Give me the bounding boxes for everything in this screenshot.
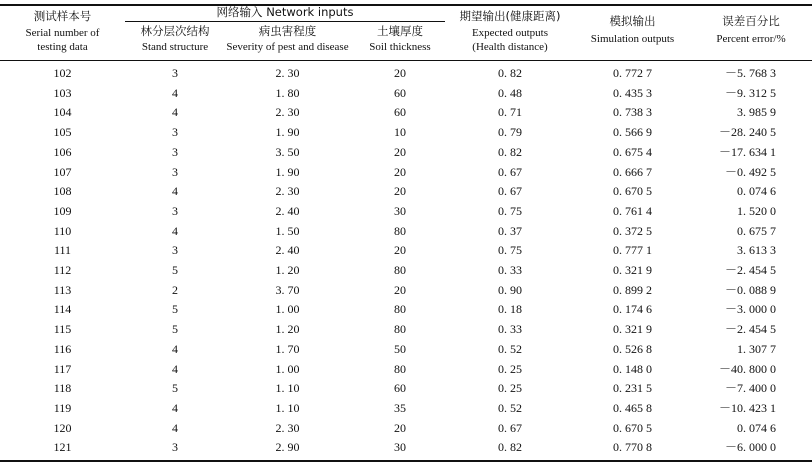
cell-sim: 0. 566 9 [613,125,652,140]
header-error-en: Percent error/% [716,33,786,45]
cell-soil: 20 [394,164,406,179]
cell-err: －28. 240 5 [718,125,776,140]
cell-expected: 0. 71 [498,105,522,120]
header-soil-zh: 土壤厚度 [377,24,423,38]
header-expected-en-1: Expected outputs [471,27,549,39]
cell-stand: 4 [172,184,178,199]
cell-pest: 1. 00 [275,302,300,317]
header-stand-en: Stand structure [141,41,209,53]
cell-soil: 50 [394,341,406,356]
cell-pest: 1. 80 [275,85,300,100]
cell-expected: 0. 75 [498,243,522,258]
header-pest-en: Severity of pest and disease [226,41,349,53]
cell-soil: 35 [394,400,406,415]
cell-soil: 20 [394,282,406,297]
cell-stand: 4 [172,223,178,238]
cell-soil: 20 [394,420,406,435]
cell-serial: 114 [53,302,72,317]
cell-err: 3. 985 9 [737,105,776,120]
cell-pest: 2. 30 [275,105,300,120]
cell-expected: 0. 79 [498,125,522,140]
header-serial-en-2: testing data [37,41,88,53]
header-serial-en-1: Serial number of [25,27,100,39]
cell-expected: 0. 75 [498,203,522,218]
cell-expected: 0. 67 [498,164,522,179]
cell-err: －2. 454 5 [724,263,776,277]
cell-err: 1. 307 7 [737,341,776,356]
cell-pest: 1. 70 [275,341,300,356]
cell-serial: 102 [53,66,72,80]
header-simulation-en: Simulation outputs [590,33,675,45]
header-bottom-rule [0,60,812,61]
cell-serial: 119 [53,400,72,415]
cell-stand: 5 [172,322,178,337]
cell-expected: 0. 52 [498,400,522,415]
cell-stand: 5 [172,302,178,317]
header-simulation-zh: 模拟输出 [609,14,656,28]
cell-soil: 80 [394,361,406,376]
cell-serial: 118 [53,381,72,396]
cell-sim: 0. 465 8 [613,400,652,415]
cell-serial: 121 [53,440,72,455]
cell-pest: 1. 10 [275,400,300,415]
cell-stand: 3 [172,125,178,140]
cell-serial: 116 [53,341,72,356]
cell-expected: 0. 33 [498,263,522,277]
cell-stand: 4 [172,420,178,435]
cell-pest: 3. 70 [275,282,300,297]
cell-soil: 60 [394,85,406,100]
cell-sim: 0. 777 1 [613,243,652,258]
cell-stand: 5 [172,263,178,277]
cell-serial: 113 [53,282,72,297]
cell-serial: 115 [53,322,72,337]
cell-expected: 0. 37 [498,223,522,238]
network-inputs-rule [125,21,445,22]
cell-expected: 0. 90 [498,282,522,297]
cell-stand: 3 [172,203,178,218]
cell-err: －3. 000 0 [724,302,776,317]
cell-stand: 4 [172,361,178,376]
cell-stand: 4 [172,400,178,415]
header-serial-zh: 测试样本号 [33,9,92,23]
cell-soil: 80 [394,223,406,238]
cell-expected: 0. 82 [498,440,522,455]
cell-stand: 4 [172,341,178,356]
cell-err: 0. 074 6 [737,420,776,435]
cell-sim: 0. 670 5 [613,420,652,435]
cell-soil: 20 [394,184,406,199]
cell-serial: 103 [53,85,72,100]
cell-stand: 3 [172,66,178,80]
cell-expected: 0. 67 [498,420,522,435]
cell-soil: 80 [394,263,406,277]
cell-sim: 0. 526 8 [613,341,652,356]
cell-sim: 0. 738 3 [613,105,652,120]
cell-stand: 5 [172,381,178,396]
cell-sim: 0. 435 3 [613,85,652,100]
cell-expected: 0. 33 [498,322,522,337]
cell-soil: 80 [394,302,406,317]
cell-serial: 107 [53,164,72,179]
header-error-zh: 误差百分比 [722,14,780,28]
cell-err: －5. 768 3 [724,66,776,80]
header-stand-zh: 林分层次结构 [140,24,210,38]
cell-stand: 4 [172,105,178,120]
cell-serial: 109 [53,203,72,218]
cell-serial: 106 [53,144,72,159]
cell-sim: 0. 372 5 [613,223,652,238]
cell-sim: 0. 174 6 [613,302,652,317]
bottom-rule [0,460,812,462]
cell-sim: 0. 675 4 [613,144,652,159]
cell-err: －0. 088 9 [724,282,776,297]
cell-err: 1. 520 0 [737,203,776,218]
cell-stand: 3 [172,243,178,258]
cell-expected: 0. 82 [498,144,522,159]
cell-stand: 3 [172,440,178,455]
cell-soil: 60 [394,105,406,120]
cell-pest: 2. 40 [275,243,300,258]
cell-serial: 104 [53,105,72,120]
cell-err: 3. 613 3 [737,243,776,258]
cell-stand: 4 [172,85,178,100]
cell-soil: 60 [394,381,406,396]
cell-sim: 0. 772 7 [613,66,652,80]
cell-serial: 105 [53,125,72,140]
cell-sim: 0. 899 2 [613,282,652,297]
cell-pest: 1. 00 [275,361,300,376]
cell-err: －10. 423 1 [718,400,776,415]
cell-expected: 0. 67 [498,184,522,199]
cell-err: －17. 634 1 [718,144,776,159]
cell-expected: 0. 52 [498,341,522,356]
cell-soil: 20 [394,144,406,159]
cell-err: 0. 675 7 [737,223,776,238]
cell-expected: 0. 48 [498,85,522,100]
cell-sim: 0. 321 9 [613,263,652,277]
cell-pest: 1. 50 [275,223,300,238]
cell-soil: 80 [394,322,406,337]
cell-pest: 2. 30 [275,184,300,199]
cell-err: 0. 074 6 [737,184,776,199]
header-pest-zh: 病虫害程度 [258,24,317,38]
cell-pest: 2. 30 [275,420,300,435]
cell-expected: 0. 25 [498,361,522,376]
cell-err: －2. 454 5 [724,322,776,337]
cell-soil: 10 [394,125,406,140]
cell-pest: 1. 20 [275,322,300,337]
cell-err: －0. 492 5 [724,164,776,179]
cell-soil: 20 [394,243,406,258]
cell-stand: 2 [172,282,178,297]
cell-soil: 30 [394,440,406,455]
cell-serial: 108 [53,184,72,199]
cell-serial: 110 [53,223,72,238]
cell-pest: 2. 30 [275,66,300,80]
cell-stand: 3 [172,144,178,159]
header-soil-en: Soil thickness [369,41,431,53]
cell-err: －40. 800 0 [718,361,776,376]
cell-serial: 112 [53,263,72,277]
cell-pest: 3. 50 [275,144,300,159]
cell-sim: 0. 670 5 [613,184,652,199]
cell-serial: 117 [53,361,72,376]
cell-err: －7. 400 0 [724,381,776,396]
cell-expected: 0. 82 [498,66,522,80]
cell-pest: 1. 90 [275,125,300,140]
cell-sim: 0. 761 4 [613,203,652,218]
cell-err: －9. 312 5 [724,85,776,100]
cell-pest: 2. 40 [275,203,300,218]
cell-expected: 0. 18 [498,302,522,317]
cell-sim: 0. 321 9 [613,322,652,337]
cell-sim: 0. 770 8 [613,440,652,455]
cell-serial: 111 [53,243,72,258]
cell-pest: 1. 20 [275,263,300,277]
cell-sim: 0. 231 5 [613,381,652,396]
header-network-inputs: 网络输入 Network inputs [216,5,354,19]
cell-sim: 0. 666 7 [613,164,652,179]
cell-expected: 0. 25 [498,381,522,396]
cell-err: －6. 000 0 [724,440,776,455]
header-expected-en-2: (Health distance) [472,41,548,53]
cell-pest: 1. 90 [275,164,300,179]
cell-soil: 30 [394,203,406,218]
cell-pest: 1. 10 [275,381,300,396]
header-expected-zh: 期望输出(健康距离) [459,9,561,23]
cell-stand: 3 [172,164,178,179]
cell-sim: 0. 148 0 [613,361,652,376]
cell-pest: 2. 90 [275,440,300,455]
cell-serial: 120 [53,420,72,435]
cell-soil: 20 [394,66,406,80]
